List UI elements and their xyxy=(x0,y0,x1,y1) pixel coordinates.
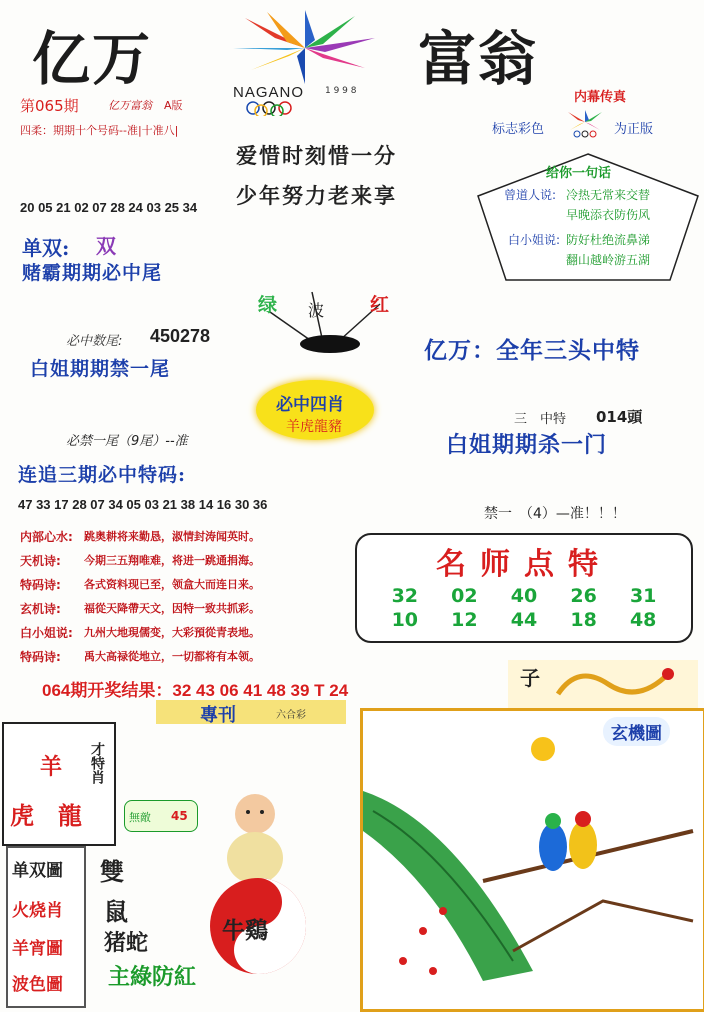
mingshi-number: 44 xyxy=(510,609,538,631)
poem-text: 各式资料现已至，领盒大而连日来。 xyxy=(84,578,260,591)
poem-label: 特码诗: xyxy=(20,649,61,664)
four-zodiac-animals: 羊虎龍豬 xyxy=(286,419,342,435)
single-double-line2: 赌霸期期必中尾 xyxy=(22,262,163,284)
logo-brand: NAGANO xyxy=(233,84,305,101)
pentagon-heading: 给你一句话 xyxy=(546,166,612,181)
pentagon-row2-label: 白小姐说: xyxy=(508,233,561,247)
circle-animals: 牛鷄 xyxy=(222,917,268,944)
mingshi-number: 10 xyxy=(391,609,419,631)
yiwan-banner: 亿万：全年三头中特 xyxy=(424,338,640,364)
inside-fax-title: 内幕传真 xyxy=(574,90,627,105)
mingshi-number: 18 xyxy=(570,609,597,631)
inside-fax-left: 标志彩色 xyxy=(492,122,545,137)
numbers-top: 20 05 21 02 07 28 24 03 25 34 xyxy=(20,200,198,215)
bai-kill: 白姐期期杀一门 xyxy=(446,433,608,458)
bowl-wave: 波 xyxy=(308,301,325,320)
three-issues: 连追三期必中特码: xyxy=(18,464,187,486)
pentagon-row1-label: 曾道人说: xyxy=(504,188,557,202)
zhuankan-title: 專刊 xyxy=(200,705,236,726)
must-tail-label: 必中数尾: xyxy=(66,334,123,349)
mingshi-number: 12 xyxy=(451,609,478,631)
poem-row xyxy=(20,644,350,668)
bowl-green: 绿 xyxy=(258,294,278,316)
mingshi-number: 02 xyxy=(451,585,478,607)
grid-value-fire: 鼠 xyxy=(104,897,128,926)
grid-value-wave: 主綠防紅 xyxy=(108,964,197,990)
olympic-rings-icon xyxy=(241,100,331,116)
small-logo-icon xyxy=(560,108,610,138)
zodiac-yang: 羊 xyxy=(40,754,63,780)
issue-level: A版 xyxy=(164,99,183,112)
pentagon-row2-line1: 防好杜绝流鼻涕 xyxy=(566,233,651,247)
grid-value-single-double: 雙 xyxy=(100,857,124,886)
grid-panel xyxy=(6,846,86,1008)
mingshi-row1 xyxy=(375,585,673,607)
slogan-line1: 爱惜时刻惜一分 xyxy=(236,143,397,168)
single-double-value: 双 xyxy=(96,234,116,258)
zhuankan-sub: 六合彩 xyxy=(276,710,306,721)
mingshi-title: 名师点特 xyxy=(436,547,612,582)
draw-result: 064期开奖结果：32 43 06 41 48 39 T 24 xyxy=(42,681,349,700)
ban-one: 禁一 （4）—准！！！ xyxy=(484,506,626,522)
poem-label: 特码诗: xyxy=(20,577,61,592)
bowl-red: 红 xyxy=(370,294,390,316)
grid-label: 火烧肖 xyxy=(12,901,63,921)
poem-row xyxy=(20,524,350,548)
grid-label: 波色圖 xyxy=(12,975,63,995)
mingshi-number: 40 xyxy=(510,585,538,607)
poem-text: 福從天降帶天文，因特一致共抓彩。 xyxy=(84,602,260,615)
must-tail-value: 450278 xyxy=(150,326,211,346)
zodiac-long: 龍 xyxy=(58,801,82,830)
poem-label: 玄机诗: xyxy=(20,601,61,616)
numbers-mid: 47 33 17 28 07 34 05 03 21 38 14 16 30 36 xyxy=(18,497,268,512)
three-head-label: 三 中特 xyxy=(514,412,567,427)
mingshi-box xyxy=(355,533,693,643)
zhuankan-banner xyxy=(156,700,346,724)
issue-badge: 亿万富翁 xyxy=(108,99,152,112)
poem-text: 禹大高禄從地立，一切都将有本领。 xyxy=(84,650,260,663)
pentagon-row1-line1: 冷热无常来交替 xyxy=(566,188,651,202)
poem-text: 跳奥耕将来勤恳，淑情封涛闻英时。 xyxy=(84,530,260,543)
tagline-small: 四柔：期期十个号码--准|十准八| xyxy=(20,124,179,137)
mingshi-row2 xyxy=(375,609,673,631)
poem-row xyxy=(20,620,350,644)
nagano-logo xyxy=(205,8,405,116)
poem-row xyxy=(20,548,350,572)
title-left: 亿万 xyxy=(32,25,153,93)
four-zodiac-title: 必中四肖 xyxy=(276,395,344,415)
grid-label: 羊宵圖 xyxy=(12,939,63,959)
poem-row xyxy=(20,572,350,596)
zodiac-hu: 虎 xyxy=(10,801,34,830)
xuanji-header xyxy=(508,660,698,710)
poem-row xyxy=(20,596,350,620)
grid-label: 单双圖 xyxy=(12,861,63,881)
tag-box xyxy=(124,800,198,832)
tag-label: 無敵 xyxy=(129,811,151,824)
mingshi-number: 31 xyxy=(629,585,657,607)
poem-label: 天机诗: xyxy=(20,553,61,568)
pentagon-row1-line2: 早晚添衣防伤风 xyxy=(566,208,651,222)
birds-illustration-icon xyxy=(363,711,697,1003)
ban-tail: 必禁一尾（9尾）--准 xyxy=(66,434,188,449)
grid-value-sheep: 猪蛇 xyxy=(104,930,149,956)
single-double-label: 单双: xyxy=(22,236,70,260)
pentagon-row2-line2: 翻山越岭游五湖 xyxy=(566,253,651,267)
poem-text: 九州大地現儒变，大彩預從青表地。 xyxy=(84,626,260,639)
logo-year: 1 9 9 8 xyxy=(325,86,357,96)
xuanji-zi: 子 xyxy=(520,666,540,690)
zodiac-vertical: 才特肖 xyxy=(89,742,105,784)
must-tail-line2: 白姐期期禁一尾 xyxy=(30,358,171,380)
poem-text: 今期三五翔唯难，将进一跳通捐海。 xyxy=(84,554,260,567)
poem-label: 白小姐说: xyxy=(20,625,73,640)
poems-list xyxy=(20,524,350,668)
three-head-value: 014頭 xyxy=(596,408,643,426)
xuanji-picture xyxy=(360,708,704,1012)
mingshi-number: 32 xyxy=(391,585,419,607)
mingshi-number: 48 xyxy=(629,609,657,631)
mingshi-number: 26 xyxy=(570,585,597,607)
slogan-line2: 少年努力老来享 xyxy=(236,183,397,208)
xuanji-title: 玄機圖 xyxy=(603,717,670,746)
title-right: 富翁 xyxy=(418,25,539,93)
issue-number: 第065期 xyxy=(20,97,79,115)
flower-logo-icon xyxy=(205,8,405,86)
tag-number: 45 xyxy=(171,809,188,823)
poem-label: 内部心水: xyxy=(20,529,73,544)
inside-fax-right: 为正版 xyxy=(614,122,654,137)
dragon-icon xyxy=(548,664,688,704)
